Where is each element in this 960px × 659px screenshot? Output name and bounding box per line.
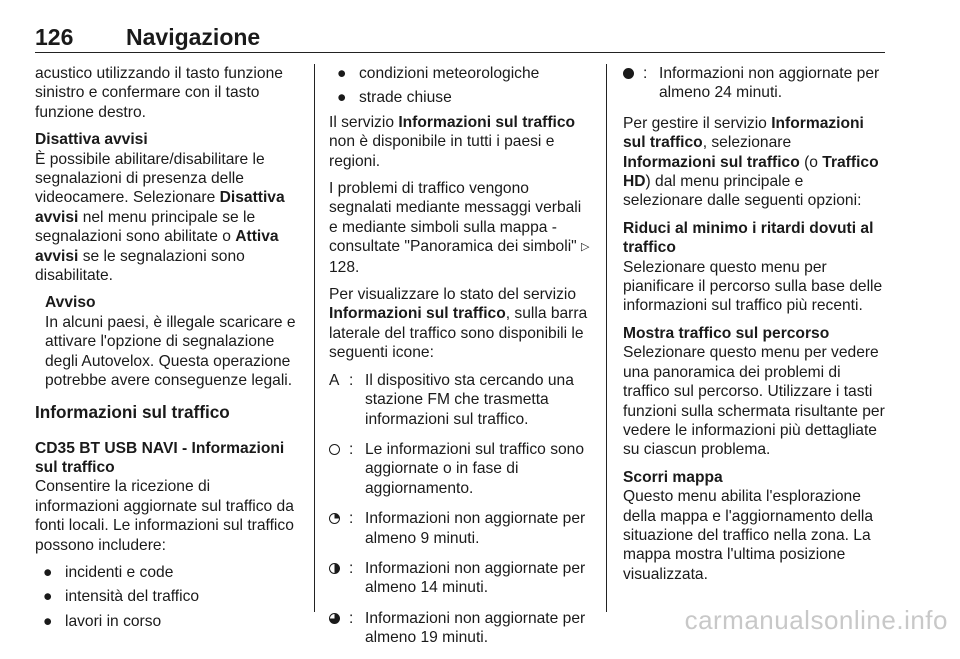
option-heading: Mostra traffico sul percorso xyxy=(623,324,830,342)
definition-item xyxy=(329,509,591,548)
column-3 xyxy=(623,64,885,592)
option-heading: Scorri mappa xyxy=(623,468,723,486)
definition-item xyxy=(623,64,885,103)
list-item-text: intensità del traffico xyxy=(65,588,200,606)
cd35-heading: CD35 BT USB NAVI - Informazioni sul traffico xyxy=(35,439,285,476)
definition-item xyxy=(329,440,591,498)
status-paragraph xyxy=(329,285,591,363)
option-heading: Riduci al minimo i ritardi dovuti al traffico xyxy=(623,219,874,257)
page-header xyxy=(35,20,885,54)
intro-paragraph: acustico utilizzando il tasto funzione sinistro e confermare con il tasto funzione destro. xyxy=(35,65,283,121)
column-divider xyxy=(606,64,607,612)
text-span: Per visualizzare lo stato del servizio xyxy=(329,286,577,304)
definition-item xyxy=(329,371,591,429)
option-text: Selezionare questo menu per pianificare il percorso sulla base delle informazioni sul traffico più recenti. xyxy=(623,258,883,315)
section-title: Informazioni sul traffico xyxy=(35,401,230,422)
text-span: non è disponibile in tutti i paesi e regioni. xyxy=(329,133,555,170)
text-span: nel menu principale se le segnalazioni sono abilitate o xyxy=(35,208,256,246)
page-title: Navigazione xyxy=(126,24,261,50)
list-item xyxy=(35,587,297,606)
column-1 xyxy=(35,64,297,636)
bullet-icon: ● xyxy=(43,588,53,606)
header-rule xyxy=(35,52,885,53)
disattiva-paragraph xyxy=(35,150,297,286)
note-title: Avviso xyxy=(45,294,96,312)
quarter-circle-icon xyxy=(329,509,347,528)
list-item xyxy=(35,612,297,631)
bullet-icon: ● xyxy=(337,65,347,82)
menu-term: Disattiva avvisi xyxy=(35,189,285,226)
definition-text: Il dispositivo sta cercando una stazione FM che trasmetta informazioni sul traffico. xyxy=(365,371,574,428)
column-divider xyxy=(314,64,315,612)
text-span: Per gestire il servizio xyxy=(623,114,772,132)
definition-text: Le informazioni sul traffico sono aggiornate o in fase di aggiornamento. xyxy=(365,440,585,497)
definition-text: Informazioni non aggiornate per almeno 19 minuti. xyxy=(365,609,586,647)
icon-definition-list xyxy=(329,371,591,648)
warning-note xyxy=(45,293,297,390)
full-circle-icon xyxy=(623,64,641,83)
menu-term: Informazioni sul traffico xyxy=(329,305,506,323)
bullet-icon: ● xyxy=(43,612,53,630)
list-item-text: strade chiuse xyxy=(359,89,452,107)
letter-a-symbol: A xyxy=(329,371,340,389)
half-circle-icon xyxy=(329,559,347,578)
empty-circle-icon xyxy=(329,440,347,459)
watermark: carmanualsonline.info xyxy=(684,605,948,635)
symbols-paragraph xyxy=(329,179,591,277)
disattiva-heading: Disattiva avvisi xyxy=(35,131,148,149)
list-item-text: incidenti e code xyxy=(65,563,174,581)
three-quarter-circle-icon xyxy=(329,609,347,628)
definition-text: Informazioni non aggiornate per almeno 9 minuti. xyxy=(365,510,586,547)
separator: : xyxy=(349,559,354,577)
page-reference: 128. xyxy=(329,258,360,276)
text-span: ) dal menu principale e selezionare dalle seguenti opzioni: xyxy=(623,173,862,210)
availability-paragraph xyxy=(329,113,591,171)
note-text: In alcuni paesi, è illegale scaricare e attivare l'opzione di segnalazione degli Autovelox. Questa operazione potrebbe avere conseguenze legali. xyxy=(45,313,296,390)
menu-term: Traffico HD xyxy=(623,153,879,191)
cd35-paragraph: Consentire la ricezione di informazioni aggiornate sul traffico da fonti locali. Le informazioni sul traffico possono includere: xyxy=(35,478,294,554)
list-item xyxy=(329,88,591,107)
text-span: se le segnalazioni sono disabilitate. xyxy=(35,247,245,285)
text-span: È possibile abilitare/disabilitare le segnalazioni di presenza delle videocamere. Selezionare xyxy=(35,150,265,207)
list-item-text: condizioni meteorologiche xyxy=(359,65,540,82)
text-span: I problemi di traffico vengono segnalati mediante messaggi verbali e mediante simboli sulla mappa - consultate "Panoramica dei simboli" xyxy=(329,180,582,256)
bullet-icon: ● xyxy=(337,89,347,107)
bullet-list xyxy=(329,64,591,108)
menu-term: Informazioni sul traffico xyxy=(398,113,576,131)
text-span: , sulla barra laterale del traffico sono disponibili le seguenti icone: xyxy=(329,305,588,362)
list-item xyxy=(35,563,297,582)
bullet-icon: ● xyxy=(43,563,53,581)
page-number: 126 xyxy=(35,24,74,50)
text-span: , selezionare xyxy=(702,134,792,152)
option-text: Questo menu abilita l'esplorazione della mappa e l'aggiornamento della situazione del traffico nella zona. La mappa mostra l'ultima posizione visualizzata. xyxy=(623,488,874,583)
definition-item xyxy=(329,559,591,598)
separator: : xyxy=(349,371,354,389)
manage-paragraph xyxy=(623,114,885,211)
bullet-list xyxy=(35,563,297,631)
menu-term: Informazioni sul traffico xyxy=(623,114,864,152)
list-item-text: lavori in corso xyxy=(65,612,162,630)
separator: : xyxy=(349,440,354,458)
page-reference-icon: ▷ xyxy=(581,241,590,254)
menu-term: Informazioni sul traffico xyxy=(623,153,800,171)
text-span: (o xyxy=(799,153,823,171)
definition-text: Informazioni non aggiornate per almeno 14 minuti. xyxy=(365,559,586,597)
separator: : xyxy=(643,65,648,82)
definition-text: Informazioni non aggiornate per almeno 24 minuti. xyxy=(659,65,880,102)
option-text: Selezionare questo menu per vedere una panoramica dei problemi di traffico sul percorso. Utilizzare i tasti funzioni sulla schermata risultante per vedere le informazioni più dettagliate su ciascun problema. xyxy=(623,344,885,459)
text-span: Il servizio xyxy=(329,113,399,131)
menu-term: Attiva avvisi xyxy=(35,228,279,265)
separator: : xyxy=(349,609,354,627)
list-item xyxy=(329,64,591,83)
column-2 xyxy=(329,64,591,659)
separator: : xyxy=(349,510,354,528)
